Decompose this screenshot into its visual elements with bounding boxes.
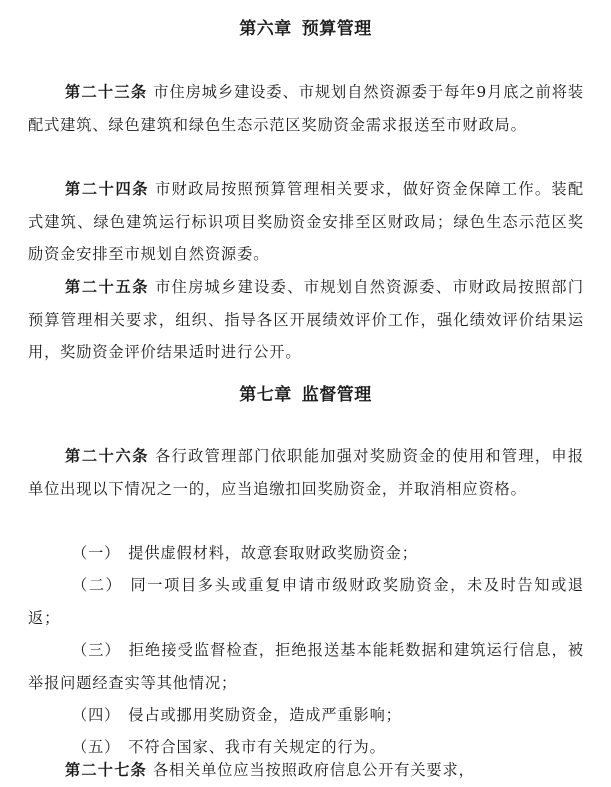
article-25: [28, 271, 584, 369]
chapter-7-heading: [0, 384, 611, 406]
article-25-text: 市住房城乡建设委、市规划自然资源委、市财政局按照部门预算管理相关要求，组织、指导各区开展绩效评价工作，强化绩效评价结果运用，奖励资金评价结果适时进行公开。: [28, 278, 585, 361]
article-23: [28, 76, 584, 141]
article-23-text: 市住房城乡建设委、市规划自然资源委于每年9月底之前将装配式建筑、绿色建筑和绿色生态示范区奖励资金需求报送至市财政局。: [28, 83, 584, 134]
article-26-text: 各行政管理部门依职能加强对奖励资金的使用和管理，申报单位出现以下情况之一的，应当追缴扣回奖励资金，并取消相应资格。: [28, 447, 585, 498]
item-4-text: 侵占或挪用奖励资金，造成严重影响；: [128, 706, 402, 724]
item-3-label: （三）: [72, 641, 121, 659]
article-27: [28, 754, 584, 787]
article-24-text: 市财政局按照预算管理相关要求，做好资金保障工作。装配式建筑、绿色建筑运行标识项目奖励资金安排至区财政局；绿色生态示范区奖励资金安排至市规划自然资源委。: [28, 180, 585, 263]
item-1-text: 提供虚假材料，故意套取财政奖励资金；: [128, 544, 418, 562]
chapter-7-title: 监督管理: [301, 385, 372, 405]
article-24: [28, 173, 584, 271]
article-27-label: 第二十七条: [65, 761, 147, 779]
article-26-label: 第二十六条: [65, 447, 150, 465]
chapter-7-number: 第七章: [239, 385, 292, 405]
article-24-label: 第二十四条: [65, 180, 150, 198]
article-26: [28, 440, 584, 505]
article-27-text: 各相关单位应当按照政府信息公开有关要求，: [152, 761, 475, 779]
item-3-text: 拒绝接受监督检查，拒绝报送基本能耗数据和建筑运行信息，被举报问题经查实等其他情况；: [28, 641, 584, 692]
chapter-6-heading: [0, 18, 611, 40]
chapter-6-number: 第六章: [239, 19, 292, 39]
article-23-label: 第二十三条: [65, 83, 148, 101]
item-1-label: （一）: [72, 544, 121, 562]
item-4-label: （四）: [72, 706, 121, 724]
article-25-label: 第二十五条: [65, 278, 150, 296]
item-5-text: 不符合国家、我市有关规定的行为。: [128, 738, 386, 756]
article-26-item-2: [28, 569, 584, 634]
item-5-label: （五）: [72, 738, 121, 756]
article-26-item-4: [28, 699, 584, 732]
item-2-text: 同一项目多头或重复申请市级财政奖励资金，未及时告知或退返；: [28, 576, 584, 627]
article-26-item-3: [28, 634, 584, 699]
article-26-item-1: [28, 537, 584, 570]
item-2-label: （二）: [72, 576, 123, 594]
chapter-6-title: 预算管理: [301, 19, 372, 39]
